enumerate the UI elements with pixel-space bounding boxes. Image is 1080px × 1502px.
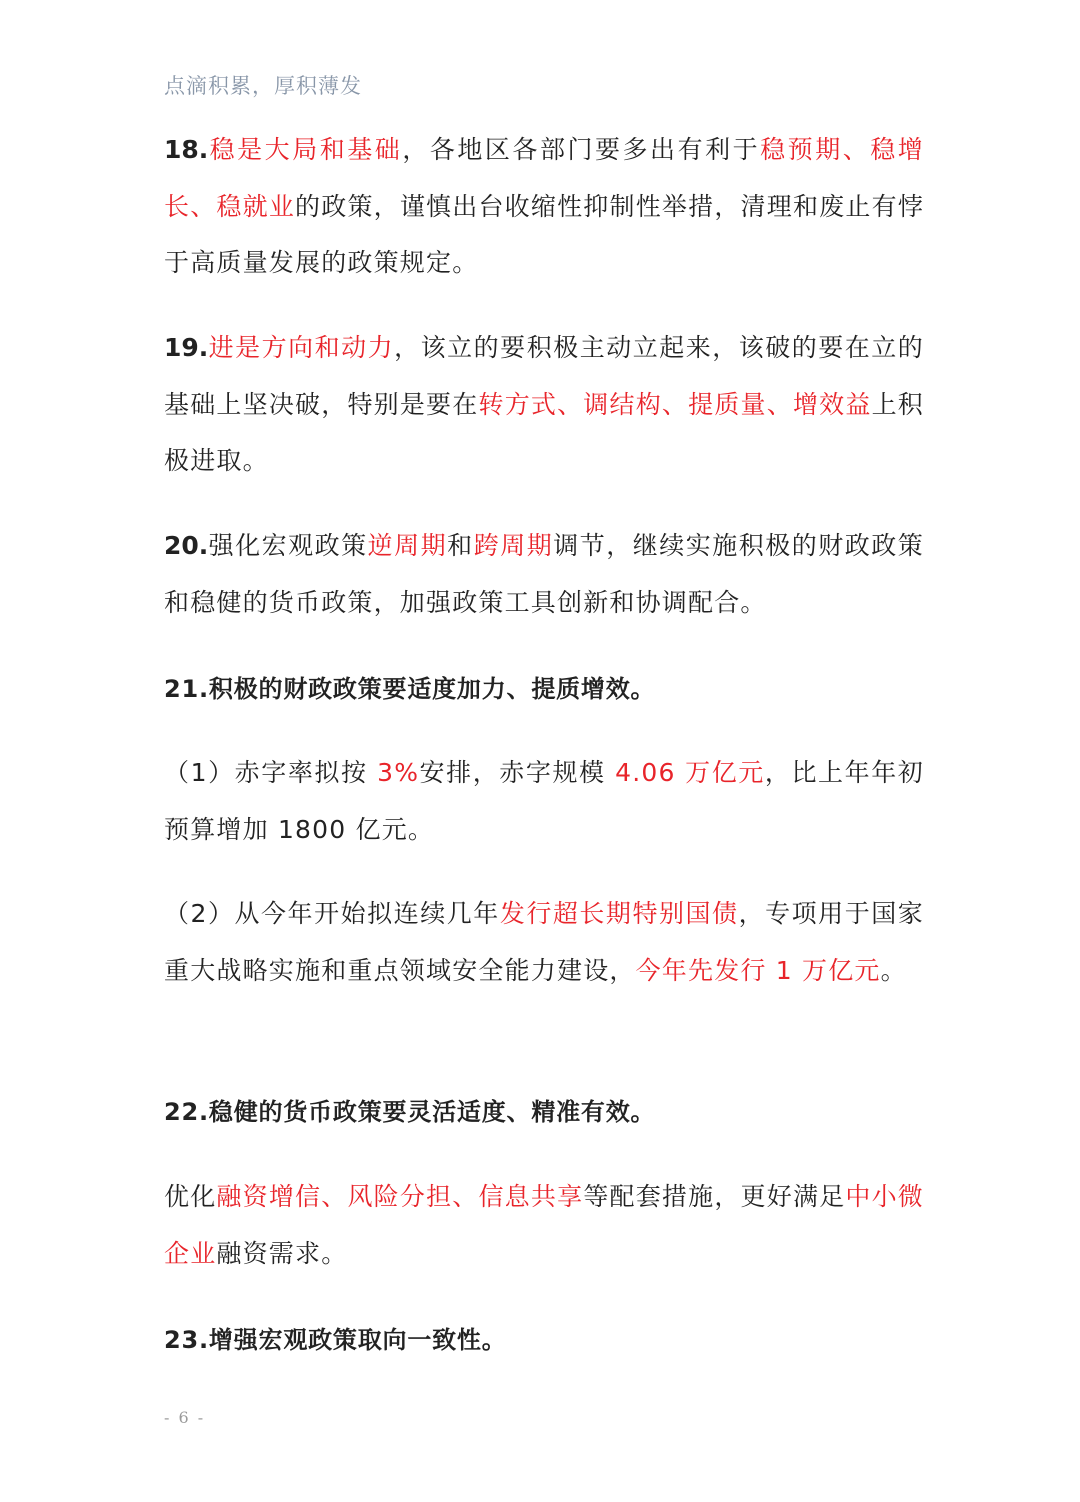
highlight-text: 3% <box>367 758 420 787</box>
highlight-text: 稳预期、稳增长、稳就业 <box>164 135 924 221</box>
paragraph-20 <box>164 518 924 631</box>
body-text: 等配套措施，更好满足 <box>583 1182 846 1211</box>
heading-23: 23.增强宏观政策取向一致性。 <box>164 1326 507 1354</box>
body-text: 强化宏观政策 <box>208 531 368 560</box>
body-text: 安排，赤字规模 <box>419 758 606 787</box>
highlight-text: 发行超长期特别国债 <box>499 899 739 928</box>
body-text: 融资需求。 <box>216 1238 348 1268</box>
paragraph-22 <box>164 1169 924 1282</box>
paragraph-18 <box>164 122 924 292</box>
body-text: 的政策，谨慎出台收缩性抑制性举措，清理和废止有悖于高质量发展的政策规定。 <box>164 191 924 277</box>
body-text: 。 <box>880 955 907 985</box>
highlight-text: 融资增信、风险分担、信息共享 <box>216 1182 584 1211</box>
body-text: 和 <box>447 531 474 560</box>
highlight-text: 转方式、调结构、提质量、增效益 <box>478 389 872 419</box>
body-text: ，该立的要积极主动立起来，该破的要在立的基础上坚决破，特别是要在 <box>164 333 924 419</box>
highlight-text: 跨周期 <box>473 531 554 560</box>
paragraph-21-2 <box>164 886 924 999</box>
highlight-text: 今年先发行 1 万亿元 <box>635 955 881 985</box>
highlight-text: 进是方向和动力 <box>208 333 395 362</box>
heading-22: 22.稳健的货币政策要灵活适度、精准有效。 <box>164 1098 656 1126</box>
paragraph-19 <box>164 320 924 490</box>
paragraph-21-1 <box>164 745 924 858</box>
body-text: ，专项用于国家重大战略实施和重点领域安全能力建设， <box>164 899 924 985</box>
page-number: - 6 - <box>164 1408 206 1427</box>
item-number: 19. <box>164 333 209 362</box>
body-text: 调节，继续实施积极的财政政策和稳健的货币政策，加强政策工具创新和协调配合。 <box>164 531 924 617</box>
item-number: 18. <box>164 135 209 164</box>
body-text: ，各地区各部门要多出有利于 <box>402 135 761 164</box>
body-text: （2）从今年开始拟连续几年 <box>164 899 500 928</box>
body-text: （1）赤字率拟按 <box>164 758 368 787</box>
highlight-text: 中小微企业 <box>164 1182 924 1268</box>
body-text: 优化 <box>164 1182 217 1211</box>
highlight-text: 稳是大局和基础 <box>208 135 403 164</box>
page-motto: 点滴积累，厚积薄发 <box>164 74 362 98</box>
item-number: 20. <box>164 531 209 560</box>
highlight-text: 4.06 万亿元 <box>605 758 765 787</box>
body-text: 上积极进取。 <box>164 389 924 475</box>
body-text: ，比上年年初预算增加 1800 亿元。 <box>164 758 924 844</box>
highlight-text: 逆周期 <box>367 531 448 560</box>
heading-21: 21.积极的财政政策要适度加力、提质增效。 <box>164 675 656 703</box>
